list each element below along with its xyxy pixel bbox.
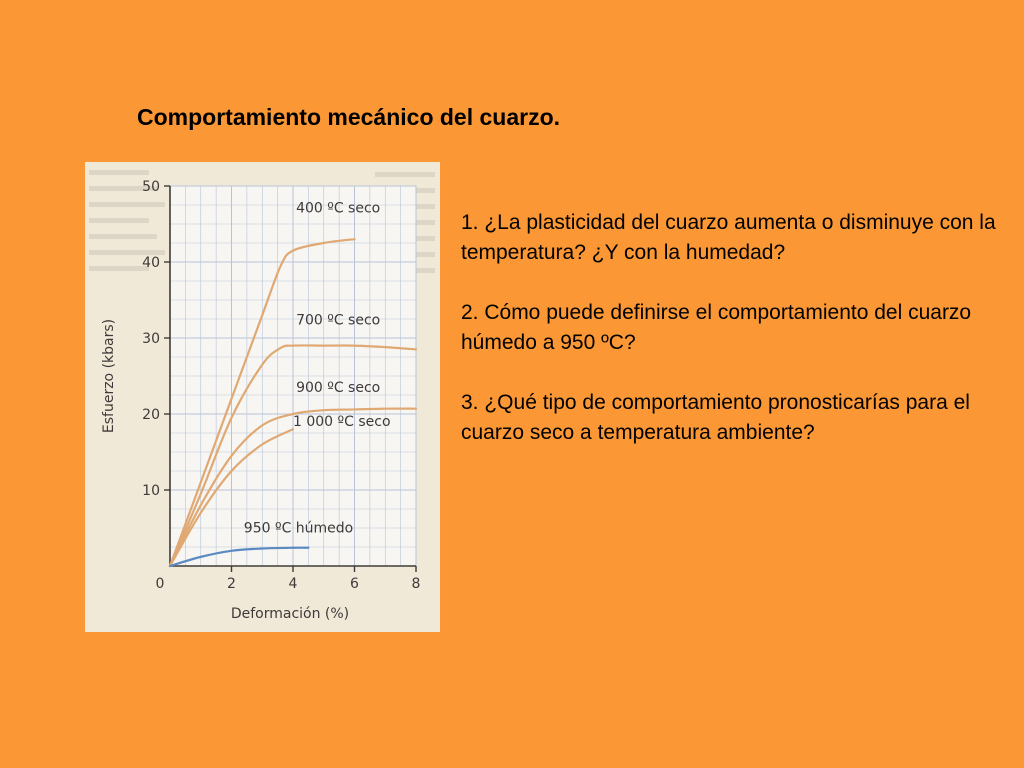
y-tick-label: 40 (142, 255, 160, 271)
x-tick-label: 8 (411, 576, 421, 592)
series-label-3: 1 000 ºC seco (293, 414, 391, 431)
x-axis-label: Deformación (%) (230, 606, 350, 622)
questions-list (461, 208, 1011, 478)
series-label-0: 400 ºC seco (296, 200, 381, 217)
y-tick-label: 10 (142, 483, 160, 499)
y-tick-label: 50 (142, 179, 160, 195)
series-label-1: 700 ºC seco (296, 312, 381, 329)
slide-title: Comportamiento mecánico del cuarzo. (137, 104, 561, 130)
question-2: 2. Cómo puede definirse el comportamiento del cuarzo húmedo a 950 ºC? (461, 301, 972, 354)
x-tick-label: 6 (350, 576, 359, 592)
y-axis-label: Esfuerzo (kbars) (101, 318, 117, 434)
stress-strain-chart (85, 162, 440, 632)
y-tick-label: 30 (142, 331, 160, 347)
series-label-2: 900 ºC seco (296, 379, 381, 396)
x-tick-label: 4 (288, 576, 298, 592)
question-1: 1. ¿La plasticidad del cuarzo aumenta o disminuye con la temperatura? ¿Y con la humedad? (461, 211, 996, 264)
y-tick-label: 20 (142, 407, 160, 423)
chart-figure (85, 162, 440, 632)
x-tick-label: 2 (227, 576, 236, 592)
question-3: 3. ¿Qué tipo de comportamiento pronosticarías para el cuarzo seco a temperatura ambiente? (461, 391, 970, 444)
series-label-4: 950 ºC húmedo (243, 520, 354, 537)
x-tick-label: 0 (155, 576, 165, 592)
